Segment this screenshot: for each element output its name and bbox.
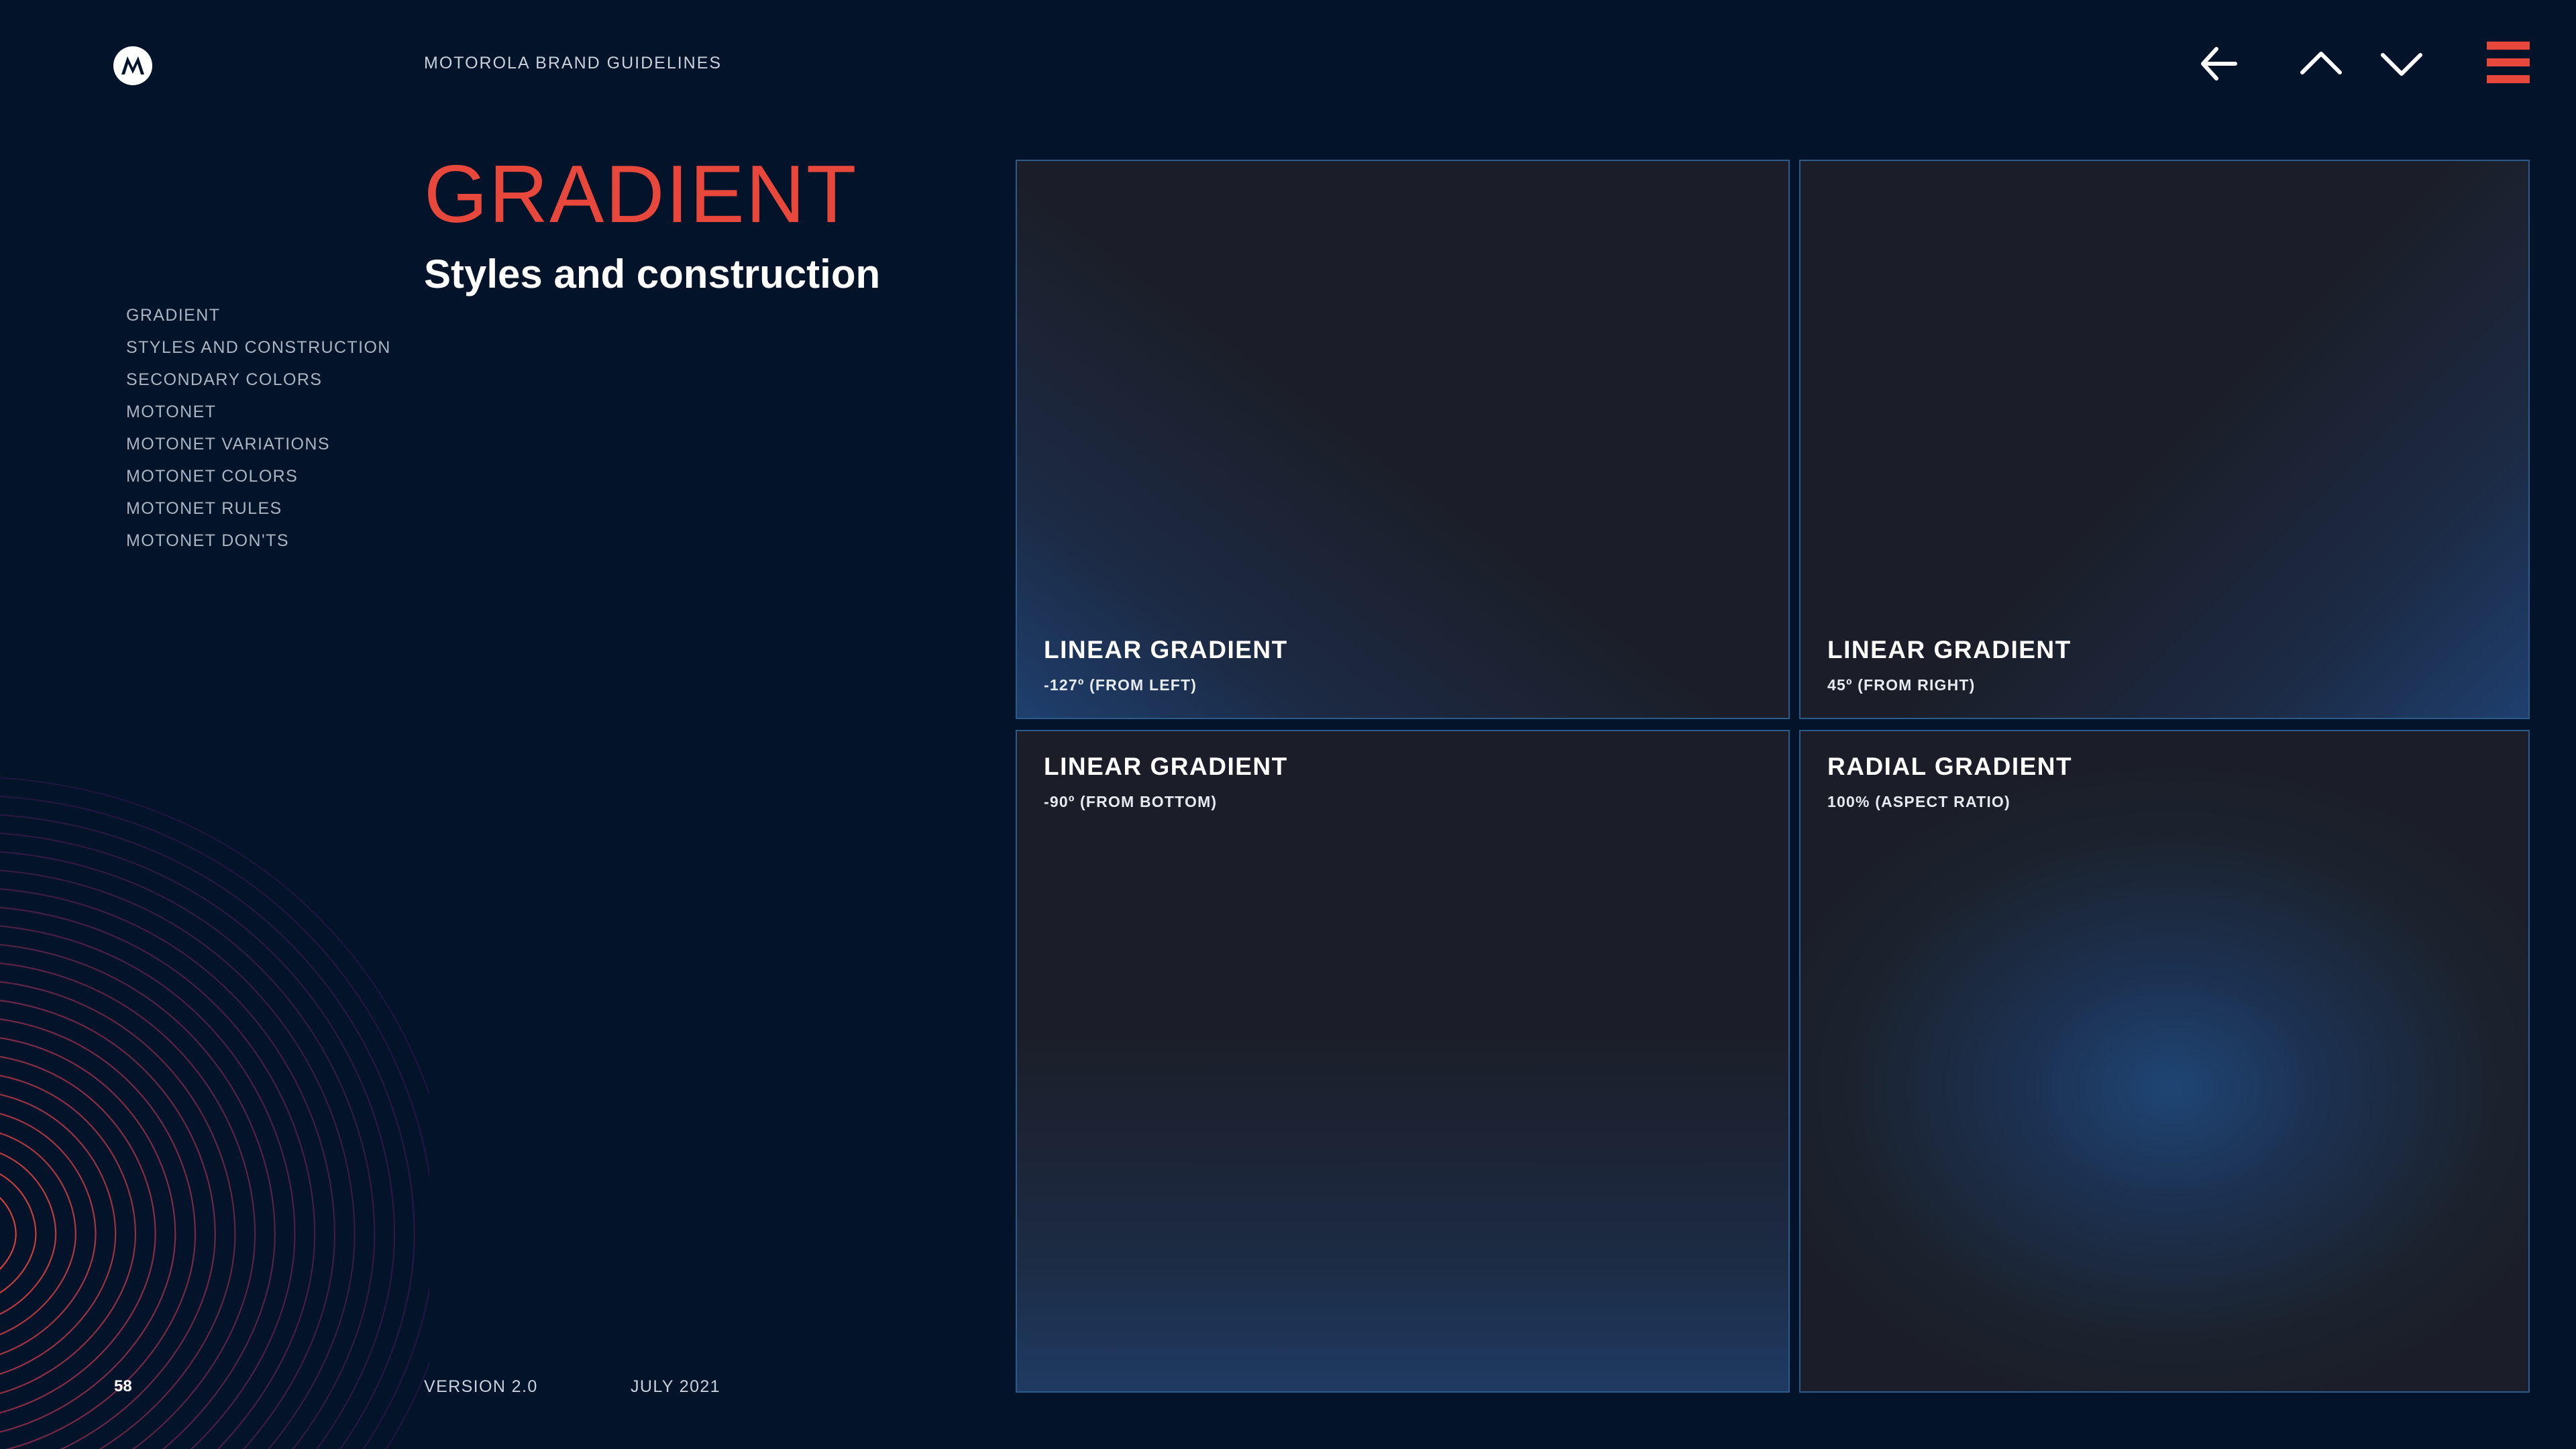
gradient-card-linear-from-bottom: [1016, 730, 1790, 1393]
contour-line: [0, 777, 429, 1449]
contour-line: [0, 814, 415, 1449]
contour-line: [0, 1109, 96, 1360]
contour-line: [0, 1035, 175, 1434]
side-nav-item-secondary-colors[interactable]: SECONDARY COLORS: [126, 370, 323, 389]
motorola-logo-icon[interactable]: [113, 46, 153, 86]
card-subtitle: 100% (ASPECT RATIO): [1827, 793, 2010, 810]
contour-line: [0, 851, 374, 1449]
chevron-down-icon[interactable]: [2375, 40, 2428, 87]
gradient-card-linear-from-right: [1799, 160, 2530, 719]
contour-line: [0, 1146, 56, 1324]
side-nav-item-motonet-donts[interactable]: MOTONET DON'TS: [126, 531, 289, 550]
hamburger-menu-icon[interactable]: [2485, 39, 2532, 86]
chevron-up-icon[interactable]: [2294, 40, 2348, 87]
side-nav: [126, 302, 391, 559]
contour-line: [0, 1183, 16, 1287]
side-nav-item-motonet-rules[interactable]: MOTONET RULES: [126, 499, 282, 518]
card-title: RADIAL GRADIENT: [1827, 753, 2073, 780]
gradient-card-linear-from-left: [1016, 160, 1790, 719]
contour-line: [0, 795, 429, 1449]
arrow-left-icon[interactable]: [2194, 40, 2247, 87]
card-title: LINEAR GRADIENT: [1827, 636, 2072, 663]
page-subtitle: Styles and construction: [424, 252, 881, 297]
contour-line: [0, 1053, 156, 1415]
side-nav-item-styles-and-construction[interactable]: STYLES AND CONSTRUCTION: [126, 338, 391, 357]
page-number: 58: [114, 1377, 132, 1395]
side-nav-item-motonet[interactable]: MOTONET: [126, 402, 217, 421]
version-label: VERSION 2.0: [424, 1377, 538, 1396]
card-subtitle: -90º (FROM BOTTOM): [1044, 793, 1218, 810]
side-nav-item-motonet-variations[interactable]: MOTONET VARIATIONS: [126, 435, 330, 453]
side-nav-item-gradient[interactable]: GRADIENT: [126, 306, 221, 325]
document-title: MOTOROLA BRAND GUIDELINES: [424, 54, 722, 72]
contour-line: [0, 1164, 36, 1305]
date-label: JULY 2021: [631, 1377, 720, 1396]
side-nav-item-motonet-colors[interactable]: MOTONET COLORS: [126, 467, 299, 486]
contour-line: [0, 1016, 195, 1449]
gradient-card-radial: [1799, 730, 2530, 1393]
card-subtitle: 45º (FROM RIGHT): [1827, 676, 1976, 694]
contour-line: [0, 832, 394, 1449]
card-title: LINEAR GRADIENT: [1044, 636, 1288, 663]
card-title: LINEAR GRADIENT: [1044, 753, 1288, 780]
contour-line: [0, 906, 315, 1449]
card-subtitle: -127º (FROM LEFT): [1044, 676, 1197, 694]
decorative-contour-lines: [0, 765, 429, 1449]
page-title: GRADIENT: [424, 148, 858, 239]
contour-line: [0, 943, 275, 1449]
